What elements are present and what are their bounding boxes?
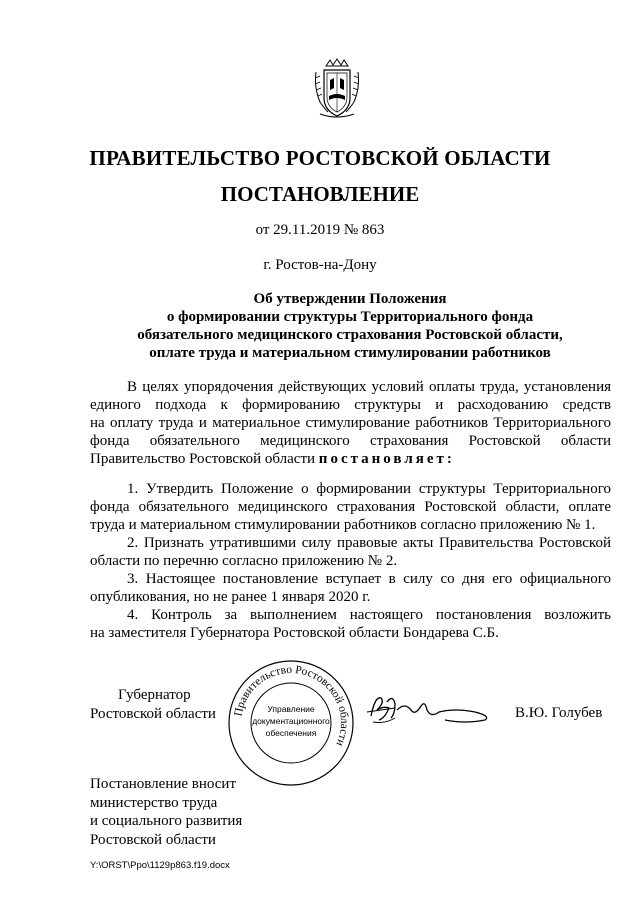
organization-name: ПРАВИТЕЛЬСТВО РОСТОВСКОЙ ОБЛАСТИ: [89, 146, 551, 170]
preamble: [90, 378, 611, 468]
paragraph-line: фонда обязательного медицинского страхования Ростовской области: [90, 433, 611, 449]
paragraph-line: 4. Контроль за выполнением настоящего постановления возложить: [127, 607, 611, 623]
paragraph-line: единого подхода к формированию структуры и расходованию средств: [90, 397, 611, 413]
signer-position: [90, 686, 216, 724]
signer-title: Губернатор: [118, 687, 191, 703]
official-stamp: [226, 658, 356, 788]
stamp-center-line: документационного: [252, 716, 330, 726]
paragraph-line: труда и материальном стимулировании работников согласно приложению № 1.: [90, 517, 596, 533]
title-line: о формировании структуры Территориального фонда: [166, 309, 534, 325]
preamble-authority: Правительство Ростовской области: [90, 451, 316, 467]
paragraph-line: опубликования, но не ранее 1 января 2020 г.: [90, 589, 371, 605]
title-line: оплате труда и материальном стимулировании работников: [149, 345, 551, 361]
coat-of-arms-icon: [312, 58, 362, 120]
item-3: [90, 570, 611, 606]
stamp-center-line: Управление: [267, 704, 315, 714]
document-number: от 29.11.2019 № 863: [255, 222, 385, 238]
paragraph-line: [90, 450, 611, 468]
paragraph-line: на заместителя Губернатора Ростовской области Бондарева С.Б.: [90, 625, 499, 641]
item-2: [90, 534, 611, 570]
item-1: [90, 480, 611, 534]
paragraph-line: В целях упорядочения действующих условий оплаты труда, установления: [127, 379, 611, 395]
document-title: [90, 290, 610, 362]
signer-region: Ростовской области: [90, 706, 216, 722]
stamp-ring-text: Правительство Ростовской области: [232, 663, 351, 748]
note-line: и социального развития: [90, 813, 243, 829]
document-type: ПОСТАНОВЛЕНИЕ: [220, 182, 420, 206]
handwritten-signature: [365, 688, 495, 728]
note-line: Постановление вносит: [90, 776, 237, 792]
paragraph-line: области по перечню согласно приложению № 2.: [90, 553, 398, 569]
stamp-center-line: обеспечения: [265, 728, 317, 738]
note-line: Ростовской области: [90, 831, 216, 848]
note-line: министерство труда: [90, 794, 218, 811]
title-line: Об утверждении Положения: [253, 291, 447, 307]
submission-note: [90, 775, 242, 849]
paragraph-line: на оплату труда и материальное стимулирование работников Территориального: [90, 415, 611, 431]
item-4: [90, 606, 611, 642]
paragraph-line: 3. Настоящее постановление вступает в силу со дня его официального: [127, 571, 611, 587]
paragraph-line: 2. Признать утратившими силу правовые акты Правительства Ростовской: [127, 535, 611, 551]
city: г. Ростов-на-Дону: [263, 257, 377, 273]
signer-name: В.Ю. Голубев: [515, 705, 603, 721]
paragraph-line: фонда обязательного медицинского страхования Ростовской области, оплате: [90, 499, 611, 515]
resolution-keyword: постановляет:: [318, 451, 455, 467]
title-line: обязательного медицинского страхования Ростовской области,: [137, 327, 563, 343]
file-path: Y:\ORST\Ppo\1129p863.f19.docx: [90, 860, 230, 871]
paragraph-line: 1. Утвердить Положение о формировании структуры Территориального: [127, 481, 611, 497]
